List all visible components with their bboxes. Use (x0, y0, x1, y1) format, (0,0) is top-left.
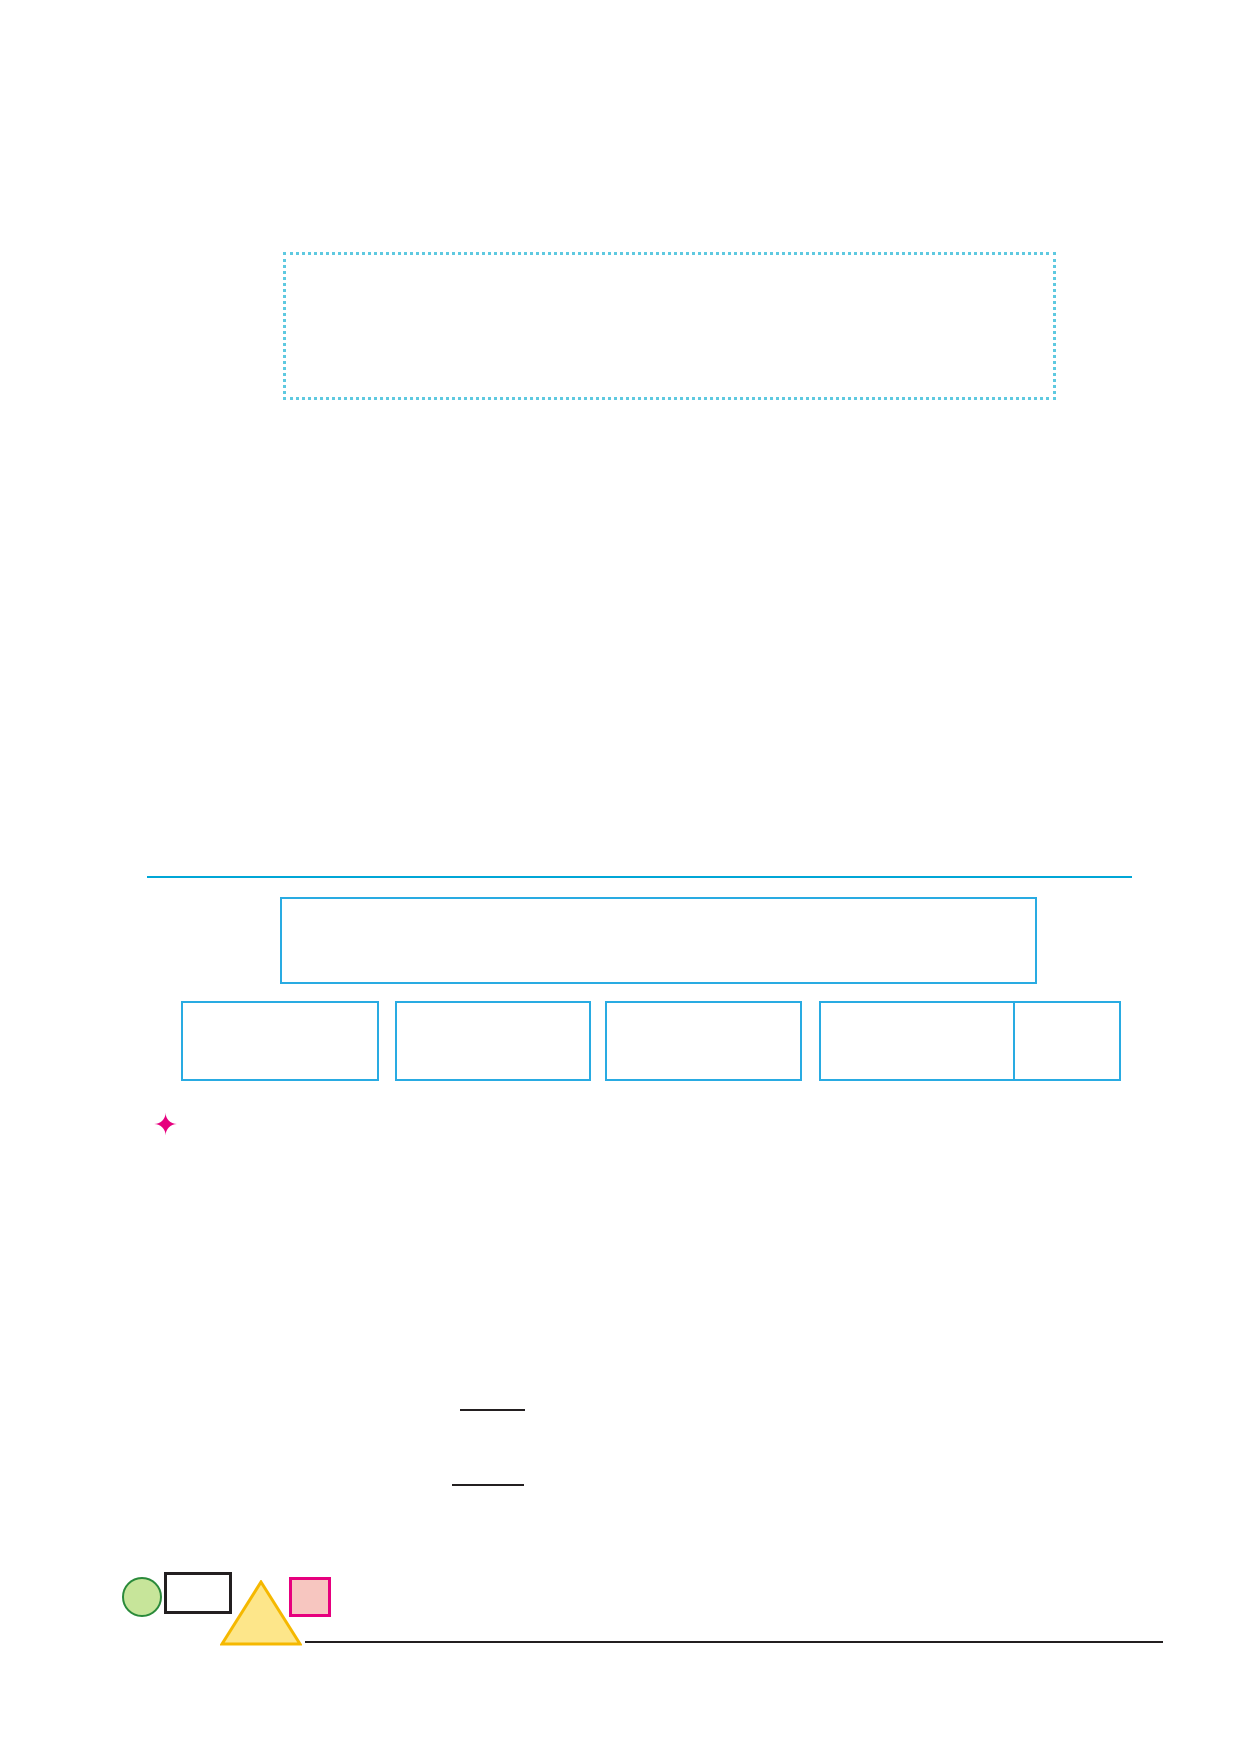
cookie-group (605, 1001, 802, 1081)
page-number (164, 1572, 232, 1614)
pink-square-shape (289, 1577, 331, 1617)
star-bullet-icon: ✦ (153, 1108, 179, 1143)
cookie-group (1013, 1001, 1121, 1081)
definition-box (283, 252, 1056, 400)
cookie-row-twelve (280, 897, 1037, 984)
cookie-group (395, 1001, 591, 1081)
long-division (0, 1360, 1241, 1540)
subtraction-bar (452, 1484, 524, 1486)
cookie-group (181, 1001, 379, 1081)
cookie-group (819, 1001, 1015, 1081)
division-top-bar (460, 1409, 525, 1411)
green-circle-shape (122, 1577, 162, 1617)
section-divider (147, 876, 1132, 878)
footer-rule (305, 1641, 1163, 1643)
